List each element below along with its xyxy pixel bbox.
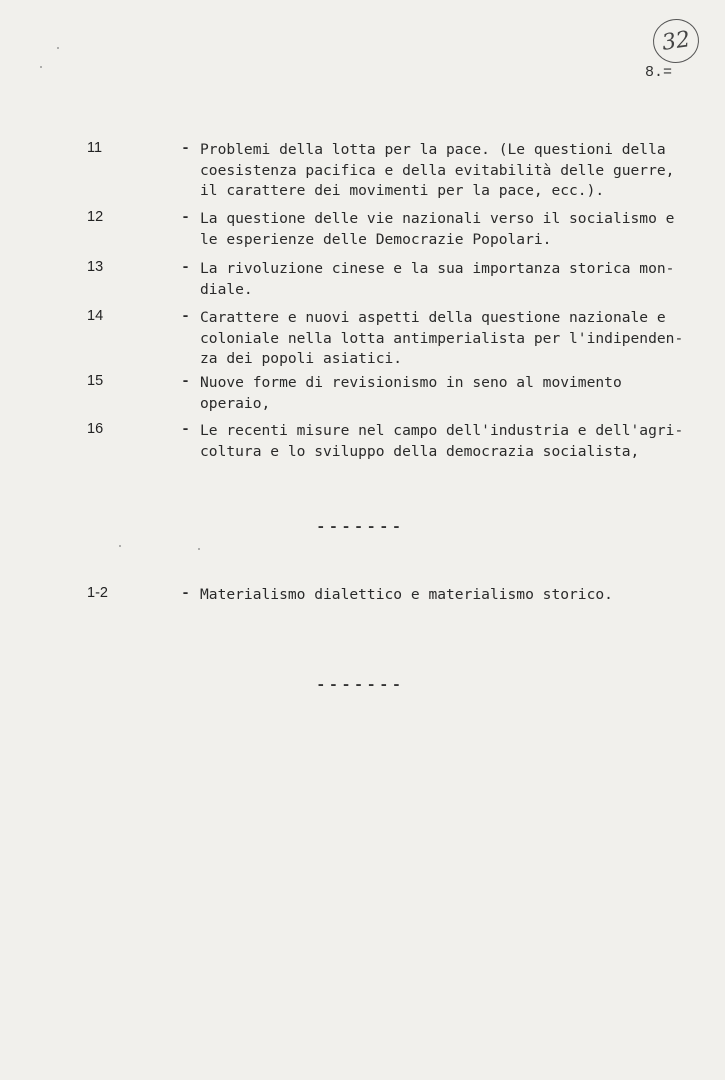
item-number: 15 <box>87 373 104 389</box>
item-text: Le recenti misure nel campo dell'industria e dell'agri- coltura e lo sviluppo della democrazia socialista, <box>200 422 684 460</box>
item-number: 12 <box>87 209 104 225</box>
item-dash: - <box>181 259 191 276</box>
separator-line-end: ------- <box>316 676 405 694</box>
item-number: 16 <box>87 421 104 437</box>
page-number: 8.= <box>645 64 673 81</box>
item-text: Carattere e nuovi aspetti della questione nazionale e coloniale nella lotta antimperialista per l'indipenden- za dei popoli asiatici. <box>200 309 684 367</box>
item-dash: - <box>181 373 191 390</box>
item-dash: - <box>181 209 191 226</box>
item-number: 1-2 <box>87 585 108 601</box>
item-text: La questione delle vie nazionali verso il socialismo e le esperienze delle Democrazie Popolari. <box>200 210 675 248</box>
stamp-number: 32 <box>660 26 692 56</box>
separator-line: ------- <box>316 518 405 536</box>
item-text: Problemi della lotta per la pace. (Le questioni della coesistenza pacifica e della evitabilità delle guerre, il carattere dei movimenti per la pace, ecc.). <box>200 141 675 199</box>
item-text: La rivoluzione cinese e la sua importanza storica mon- diale. <box>200 260 675 298</box>
archive-stamp <box>650 16 702 66</box>
paper-speck <box>40 66 42 68</box>
paper-speck <box>119 545 121 547</box>
item-dash: - <box>181 585 191 602</box>
item-dash: - <box>181 421 191 438</box>
item-dash: - <box>181 140 191 157</box>
item-number: 13 <box>87 259 104 275</box>
item-text: Nuove forme di revisionismo in seno al movimento operaio, <box>200 374 622 412</box>
item-text: Materialismo dialettico e materialismo storico. <box>200 586 613 603</box>
item-number: 14 <box>87 308 104 324</box>
paper-speck <box>57 47 59 49</box>
item-dash: - <box>181 308 191 325</box>
item-number: 11 <box>87 140 103 156</box>
paper-speck <box>198 548 200 550</box>
